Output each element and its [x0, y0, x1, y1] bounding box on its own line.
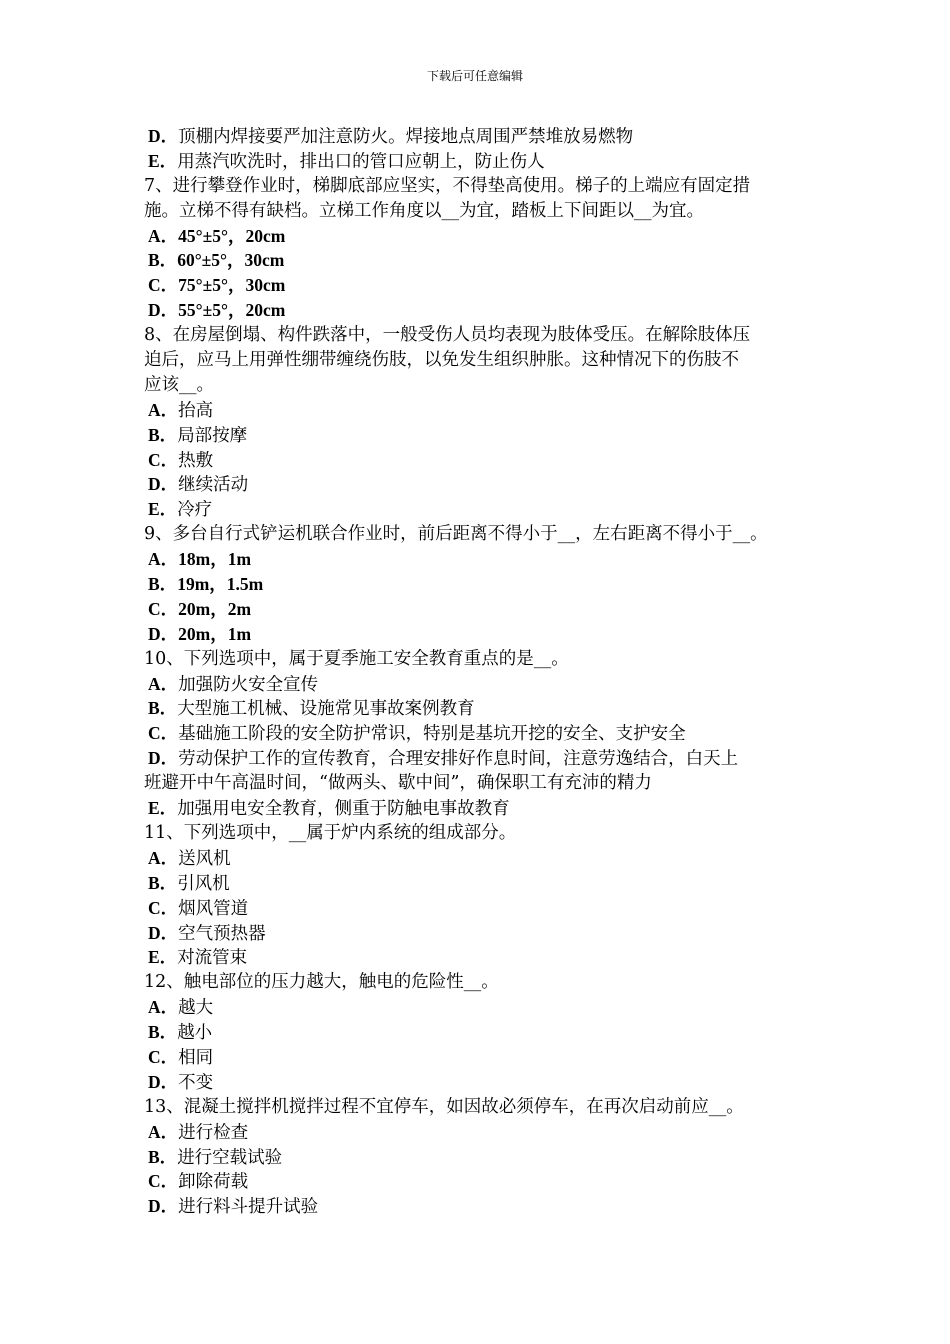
question-text: 班避开中午高温时间，“做两头、歇中间”，确保职工有充沛的精力	[144, 773, 652, 794]
option-text: 20m，1m	[178, 623, 252, 644]
option-text: 45°±5°，20cm	[178, 225, 286, 246]
option-letter: C．	[148, 1046, 179, 1067]
answer-option	[144, 721, 824, 746]
option-letter: E．	[148, 150, 178, 171]
option-text: 60°±5°，30cm	[177, 250, 285, 271]
answer-option	[144, 871, 824, 896]
answer-option	[144, 995, 824, 1020]
page-header: 下载后可任意编辑	[426, 69, 523, 83]
option-letter: E．	[148, 499, 178, 520]
document-body	[144, 124, 824, 1219]
option-text: 对流管束	[177, 948, 248, 969]
option-text: 55°±5°，20cm	[178, 300, 286, 321]
option-letter: A．	[148, 225, 179, 246]
option-letter: C．	[148, 275, 179, 296]
option-letter: C．	[148, 723, 179, 744]
option-text: 空气预热器	[178, 923, 266, 944]
option-letter: B．	[148, 250, 178, 271]
option-letter: E．	[148, 947, 178, 968]
answer-option	[144, 224, 824, 249]
answer-option	[144, 547, 824, 572]
question-text: 7、进行攀登作业时，梯脚底部应坚实，不得垫高使用。梯子的上端应有固定措	[144, 175, 751, 196]
option-text: 75°±5°，30cm	[178, 275, 286, 296]
option-letter: C．	[148, 897, 179, 918]
answer-option	[144, 796, 824, 821]
option-letter: E．	[148, 798, 178, 819]
answer-option	[144, 896, 824, 921]
answer-option	[144, 149, 824, 174]
option-text: 加强防火安全宣传	[178, 674, 319, 695]
option-letter: D．	[148, 1071, 179, 1092]
option-text: 继续活动	[178, 475, 249, 496]
option-letter: D．	[148, 300, 179, 321]
option-text: 送风机	[178, 848, 231, 869]
option-text: 进行检查	[178, 1122, 249, 1143]
option-text: 越大	[178, 998, 214, 1019]
answer-option	[144, 1194, 824, 1219]
option-text: 引风机	[177, 873, 230, 894]
option-text: 抬高	[178, 400, 214, 421]
question-text: 12、触电部位的压力越大，触电的危险性__。	[144, 972, 499, 993]
option-text: 加强用电安全教育，侧重于防触电事故教育	[177, 799, 510, 820]
option-text: 20m，2m	[178, 598, 252, 619]
option-text: 劳动保护工作的宣传教育，合理安排好作息时间，注意劳逸结合，白天上	[178, 749, 739, 770]
option-text: 卸除荷载	[178, 1172, 249, 1193]
question-text: 9、多台自行式铲运机联合作业时，前后距离不得小于__，左右距离不得小于__。	[144, 524, 768, 545]
option-text: 大型施工机械、设施常见事故案例教育	[177, 699, 475, 720]
answer-option	[144, 1169, 824, 1194]
answer-option	[144, 846, 824, 871]
answer-option	[144, 472, 824, 497]
option-letter: A．	[148, 399, 179, 420]
option-text: 18m，1m	[178, 549, 252, 570]
answer-option	[144, 398, 824, 423]
answer-option	[144, 945, 824, 970]
answer-option	[144, 622, 824, 647]
option-letter: D．	[148, 748, 179, 769]
option-letter: A．	[148, 549, 179, 570]
question-text: 应该__。	[144, 374, 214, 395]
option-text: 顶棚内焊接要严加注意防火。焊接地点周围严禁堆放易燃物	[178, 127, 634, 147]
question-text: 13、混凝土搅拌机搅拌过程不宜停车，如因故必须停车，在再次启动前应__。	[144, 1096, 744, 1117]
answer-option	[144, 597, 824, 622]
option-text: 冷疗	[177, 500, 213, 521]
option-text: 19m，1.5m	[177, 574, 264, 595]
answer-option	[144, 672, 824, 697]
option-letter: D．	[148, 623, 179, 644]
option-text: 进行料斗提升试验	[178, 1197, 319, 1218]
option-letter: C．	[148, 449, 179, 470]
answer-option	[144, 298, 824, 323]
option-text: 相同	[178, 1047, 214, 1068]
answer-option	[144, 1020, 824, 1045]
answer-option	[144, 921, 824, 946]
option-letter: A．	[148, 1121, 179, 1142]
option-letter: B．	[148, 1146, 178, 1167]
answer-option	[144, 124, 824, 149]
option-letter: A．	[148, 673, 179, 694]
option-letter: B．	[148, 424, 178, 445]
question-text: 10、下列选项中，属于夏季施工安全教育重点的是__。	[144, 648, 569, 669]
option-text: 进行空载试验	[177, 1147, 283, 1168]
answer-option	[144, 696, 824, 721]
option-letter: B．	[148, 698, 178, 719]
answer-option	[144, 448, 824, 473]
option-text: 用蒸汽吹洗时，排出口的管口应朝上，防止伤人	[177, 151, 545, 172]
answer-option	[144, 746, 824, 771]
question-text: 施。立梯不得有缺档。立梯工作角度以__为宜，踏板上下间距以__为宜。	[144, 200, 704, 221]
question-text: 11、下列选项中，__属于炉内系统的组成部分。	[144, 822, 517, 843]
option-letter: B．	[148, 872, 178, 893]
option-text: 热敷	[178, 450, 214, 471]
option-letter: A．	[148, 997, 179, 1018]
option-text: 局部按摩	[177, 425, 248, 446]
option-text: 基础施工阶段的安全防护常识，特别是基坑开挖的安全、支护安全	[178, 724, 686, 745]
answer-option	[144, 423, 824, 448]
answer-option	[144, 1070, 824, 1095]
option-letter: C．	[148, 598, 179, 619]
answer-option	[144, 248, 824, 273]
option-text: 烟风管道	[178, 898, 249, 919]
option-letter: D．	[148, 474, 179, 495]
option-letter: A．	[148, 847, 179, 868]
answer-option	[144, 273, 824, 298]
answer-option	[144, 497, 824, 522]
option-letter: D．	[148, 922, 179, 943]
option-letter: D．	[148, 1196, 179, 1217]
answer-option	[144, 1120, 824, 1145]
answer-option	[144, 1045, 824, 1070]
option-letter: C．	[148, 1171, 179, 1192]
option-letter: B．	[148, 1022, 178, 1043]
answer-option	[144, 572, 824, 597]
option-text: 越小	[177, 1023, 213, 1044]
option-letter: D．	[148, 126, 179, 146]
answer-option	[144, 1145, 824, 1170]
option-text: 不变	[178, 1072, 214, 1093]
option-letter: B．	[148, 574, 178, 595]
question-text: 迫后，应马上用弹性绷带缠绕伤肢，以免发生组织肿胀。这种情况下的伤肢不	[144, 350, 739, 371]
question-text: 8、在房屋倒塌、构件跌落中，一般受伤人员均表现为肢体受压。在解除肢体压	[144, 325, 751, 346]
